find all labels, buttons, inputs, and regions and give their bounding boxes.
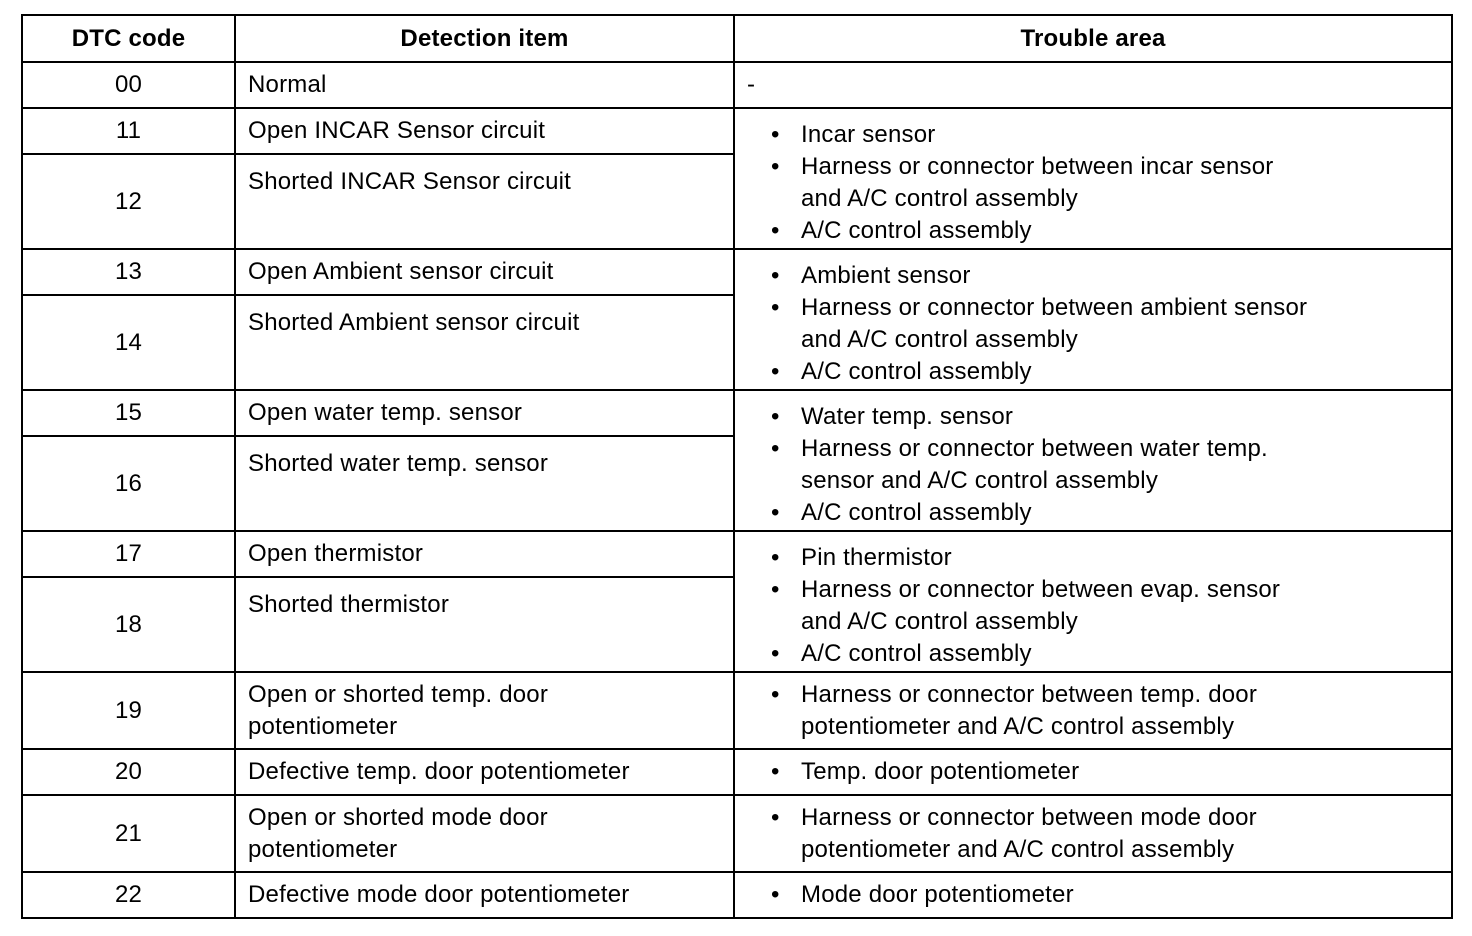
- trouble-area-list: [747, 119, 1439, 247]
- header-dtc-code: DTC code: [22, 15, 235, 62]
- dtc-code-cell: 19: [22, 672, 235, 749]
- trouble-area-bullet: • Incar sensor: [747, 119, 1439, 151]
- table-row: [22, 795, 1452, 872]
- trouble-area-cell: [734, 390, 1452, 531]
- trouble-area-bullet: • Harness or connector between water temp. sensor and A/C control assembly: [747, 433, 1439, 497]
- detection-item-cell: Normal: [235, 62, 734, 108]
- detection-item-cell: Open water temp. sensor: [235, 390, 734, 436]
- table-row: [22, 62, 1452, 108]
- trouble-area-bullet: • Mode door potentiometer: [747, 879, 1439, 911]
- header-detection-item: Detection item: [235, 15, 734, 62]
- dtc-code-cell: 00: [22, 62, 235, 108]
- table-row: [22, 249, 1452, 295]
- trouble-area-list: [747, 756, 1439, 788]
- table-row: [22, 672, 1452, 749]
- detection-item-cell: Open thermistor: [235, 531, 734, 577]
- trouble-area-cell: [734, 795, 1452, 872]
- trouble-area-cell: [734, 749, 1452, 795]
- dtc-code-cell: 18: [22, 577, 235, 672]
- trouble-area-cell: [734, 672, 1452, 749]
- trouble-area-list: [747, 802, 1439, 866]
- trouble-area-list: [747, 679, 1439, 743]
- detection-item-cell: Open or shorted mode door potentiometer: [235, 795, 734, 872]
- trouble-area-bullet: • Harness or connector between evap. sensor and A/C control assembly: [747, 574, 1439, 638]
- trouble-area-bullet: • Temp. door potentiometer: [747, 756, 1439, 788]
- trouble-area-bullet: • A/C control assembly: [747, 638, 1439, 670]
- detection-item-cell: Defective temp. door potentiometer: [235, 749, 734, 795]
- dtc-code-cell: 16: [22, 436, 235, 531]
- dtc-code-cell: 14: [22, 295, 235, 390]
- detection-item-cell: Shorted thermistor: [235, 577, 734, 672]
- table-row: [22, 108, 1452, 154]
- detection-item-cell: Shorted Ambient sensor circuit: [235, 295, 734, 390]
- trouble-area-cell: [734, 872, 1452, 918]
- detection-item-cell: Shorted INCAR Sensor circuit: [235, 154, 734, 249]
- dtc-code-cell: 20: [22, 749, 235, 795]
- dtc-code-table: [21, 14, 1453, 919]
- trouble-area-bullet: • Ambient sensor: [747, 260, 1439, 292]
- dtc-code-cell: 11: [22, 108, 235, 154]
- detection-item-cell: Open Ambient sensor circuit: [235, 249, 734, 295]
- trouble-area-bullet: • Water temp. sensor: [747, 401, 1439, 433]
- trouble-area-bullet: • Harness or connector between ambient sensor and A/C control assembly: [747, 292, 1439, 356]
- detection-item-cell: Open INCAR Sensor circuit: [235, 108, 734, 154]
- trouble-area-list: [747, 542, 1439, 670]
- trouble-area-bullet: • A/C control assembly: [747, 497, 1439, 529]
- trouble-area-bullet: • A/C control assembly: [747, 356, 1439, 388]
- trouble-area-cell: [734, 531, 1452, 672]
- table-header-row: [22, 15, 1452, 62]
- detection-item-cell: Open or shorted temp. door potentiometer: [235, 672, 734, 749]
- trouble-area-bullet: • Harness or connector between temp. door potentiometer and A/C control assembly: [747, 679, 1439, 743]
- dtc-code-cell: 15: [22, 390, 235, 436]
- detection-item-cell: Defective mode door potentiometer: [235, 872, 734, 918]
- dtc-code-cell: 13: [22, 249, 235, 295]
- trouble-area-list: [747, 260, 1439, 388]
- trouble-area-cell: [734, 108, 1452, 249]
- table-row: [22, 872, 1452, 918]
- trouble-area-bullet: • Pin thermistor: [747, 542, 1439, 574]
- dtc-code-cell: 17: [22, 531, 235, 577]
- trouble-area-cell: -: [734, 62, 1452, 108]
- header-trouble-area: Trouble area: [734, 15, 1452, 62]
- trouble-area-list: [747, 401, 1439, 529]
- table-row: [22, 531, 1452, 577]
- dtc-code-cell: 12: [22, 154, 235, 249]
- dtc-code-cell: 21: [22, 795, 235, 872]
- trouble-area-cell: [734, 249, 1452, 390]
- table-row: [22, 749, 1452, 795]
- table-row: [22, 390, 1452, 436]
- trouble-area-list: [747, 879, 1439, 911]
- trouble-area-bullet: • A/C control assembly: [747, 215, 1439, 247]
- trouble-area-bullet: • Harness or connector between incar sensor and A/C control assembly: [747, 151, 1439, 215]
- trouble-area-bullet: • Harness or connector between mode door potentiometer and A/C control assembly: [747, 802, 1439, 866]
- dtc-code-cell: 22: [22, 872, 235, 918]
- detection-item-cell: Shorted water temp. sensor: [235, 436, 734, 531]
